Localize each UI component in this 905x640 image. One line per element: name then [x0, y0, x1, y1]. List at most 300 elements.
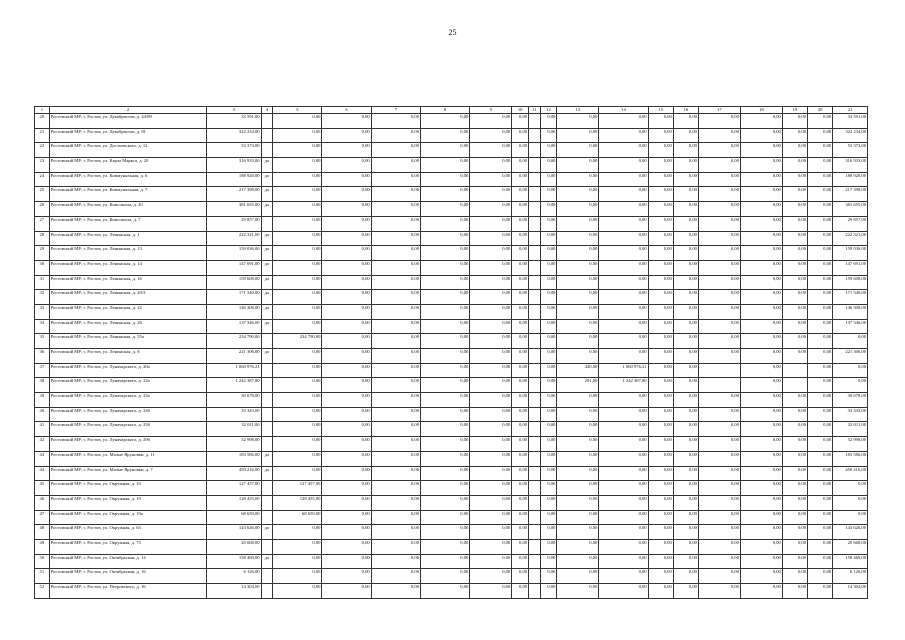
value-cell: 0,00 [808, 481, 833, 496]
value-cell: 0,00 [322, 187, 371, 202]
value-cell: 0,00 [698, 231, 740, 246]
value-cell: 0,00 [673, 114, 698, 129]
value-cell: 0,00 [673, 495, 698, 510]
value-cell: 0,00 [698, 275, 740, 290]
value-cell: 0,00 [421, 114, 470, 129]
value-cell: 0,00 [421, 539, 470, 554]
table-row [35, 407, 868, 422]
value-cell: 0,00 [322, 304, 371, 319]
value-cell: 0,00 [808, 216, 833, 231]
value-cell: да [261, 304, 273, 319]
value-cell: 0,00 [599, 334, 648, 349]
value-cell: 0,00 [512, 231, 529, 246]
value-cell: 0,00 [599, 172, 648, 187]
value-cell: 0,00 [540, 495, 557, 510]
value-cell: 0,00 [371, 569, 420, 584]
value-cell: 0,00 [273, 437, 322, 452]
value-cell: 171 340,00 [207, 290, 262, 305]
value-cell: 0,00 [421, 319, 470, 334]
row-number-cell: 27 [35, 216, 50, 231]
value-cell: 0,00 [557, 158, 599, 173]
value-cell [529, 128, 541, 143]
value-cell: 0,00 [322, 554, 371, 569]
value-cell: 0,00 [673, 407, 698, 422]
value-cell: 0,00 [371, 437, 420, 452]
value-cell [529, 158, 541, 173]
value-cell: 0,00 [322, 495, 371, 510]
value-cell: 0,00 [371, 187, 420, 202]
table-row [35, 319, 868, 334]
value-cell: 0,00 [557, 304, 599, 319]
column-number: 11 [529, 107, 541, 114]
table-row [35, 437, 868, 452]
row-number-cell: 40 [35, 407, 50, 422]
value-cell: 0,00 [599, 407, 648, 422]
value-cell: 0,00 [808, 128, 833, 143]
table-row [35, 114, 868, 129]
value-cell: 0,00 [740, 275, 782, 290]
value-cell [261, 481, 273, 496]
value-cell: да [261, 260, 273, 275]
value-cell: 0,00 [371, 319, 420, 334]
value-cell: 0,00 [698, 187, 740, 202]
value-cell: 0,00 [470, 143, 512, 158]
value-cell: 0,00 [599, 304, 648, 319]
column-number: 15 [648, 107, 673, 114]
value-cell: 33 343,00 [207, 407, 262, 422]
address-cell: Ростовский МР; г. Ростов, ул. Луначарского, д. 22а [49, 378, 206, 393]
value-cell: 0,00 [698, 554, 740, 569]
value-cell: 0,00 [470, 554, 512, 569]
value-cell [261, 437, 273, 452]
value-cell: 0,00 [833, 334, 868, 349]
value-cell: 0,00 [648, 393, 673, 408]
value-cell: 322 234,00 [833, 128, 868, 143]
value-cell: 0,00 [782, 569, 807, 584]
value-cell: 0,00 [371, 290, 420, 305]
value-cell: 0,00 [540, 437, 557, 452]
value-cell: 0,00 [421, 481, 470, 496]
value-cell: 188 920,00 [833, 172, 868, 187]
value-cell: 0,00 [371, 495, 420, 510]
value-cell: 0,00 [648, 202, 673, 217]
value-cell: 0,00 [273, 554, 322, 569]
value-cell [261, 378, 273, 393]
table-row [35, 539, 868, 554]
value-cell: 0,00 [557, 334, 599, 349]
value-cell: 0,00 [808, 275, 833, 290]
value-cell: 0,00 [273, 202, 322, 217]
value-cell: 0,00 [470, 128, 512, 143]
value-cell [529, 422, 541, 437]
value-cell [529, 584, 541, 599]
value-cell: 0,00 [673, 246, 698, 261]
value-cell [261, 584, 273, 599]
table-row [35, 304, 868, 319]
value-cell: 0,00 [808, 569, 833, 584]
value-cell: 0,00 [322, 216, 371, 231]
column-number: 7 [371, 107, 420, 114]
column-number: 17 [698, 107, 740, 114]
value-cell: да [261, 172, 273, 187]
value-cell: 0,00 [673, 393, 698, 408]
value-cell: 143 626,00 [207, 525, 262, 540]
value-cell: 0,00 [540, 304, 557, 319]
table-row [35, 172, 868, 187]
value-cell: 0,00 [740, 363, 782, 378]
value-cell: 0,00 [273, 584, 322, 599]
value-cell [261, 539, 273, 554]
value-cell: да [261, 451, 273, 466]
value-cell: 0,00 [782, 349, 807, 364]
table-row [35, 275, 868, 290]
column-number: 12 [540, 107, 557, 114]
value-cell: 0,00 [557, 128, 599, 143]
row-number-cell: 42 [35, 437, 50, 452]
value-cell: 0,00 [322, 172, 371, 187]
value-cell: да [261, 554, 273, 569]
value-cell: 33 591,00 [207, 114, 262, 129]
value-cell: 0,00 [371, 451, 420, 466]
value-cell [529, 437, 541, 452]
value-cell: 0,00 [648, 334, 673, 349]
value-cell: 0,00 [782, 319, 807, 334]
value-cell: 0,00 [740, 495, 782, 510]
value-cell: 0,00 [371, 407, 420, 422]
value-cell: 0,00 [808, 451, 833, 466]
value-cell: 0,00 [421, 495, 470, 510]
value-cell: 0,00 [599, 422, 648, 437]
value-cell: 0,00 [808, 466, 833, 481]
value-cell: 420,00 [557, 363, 599, 378]
value-cell: 30 678,00 [207, 393, 262, 408]
value-cell: 0,00 [540, 393, 557, 408]
value-cell: 0,00 [740, 481, 782, 496]
value-cell: 322 234,00 [207, 128, 262, 143]
value-cell: 0,00 [698, 437, 740, 452]
value-cell: 0,00 [599, 539, 648, 554]
value-cell: 0,00 [540, 319, 557, 334]
table-row [35, 260, 868, 275]
value-cell: 0,00 [648, 216, 673, 231]
value-cell: 1 242 387,80 [599, 378, 648, 393]
value-cell: 0,00 [512, 422, 529, 437]
value-cell: 0,00 [512, 304, 529, 319]
value-cell: 0,00 [273, 378, 322, 393]
value-cell [261, 143, 273, 158]
value-cell [529, 393, 541, 408]
value-cell: 0,00 [421, 363, 470, 378]
value-cell: 0,00 [673, 466, 698, 481]
table-row [35, 231, 868, 246]
row-number-cell: 29 [35, 246, 50, 261]
column-number: 9 [470, 107, 512, 114]
value-cell: 0,00 [648, 554, 673, 569]
column-number: 18 [740, 107, 782, 114]
value-cell: 0,00 [512, 554, 529, 569]
value-cell: 0,00 [470, 158, 512, 173]
value-cell: 0,00 [673, 539, 698, 554]
value-cell: 0,00 [648, 466, 673, 481]
row-number-cell: 37 [35, 363, 50, 378]
address-cell: Ростовский МР; г. Ростов, ул. Ленинская, д. 13 [49, 246, 206, 261]
value-cell: 0,00 [557, 422, 599, 437]
value-cell: 0,00 [470, 363, 512, 378]
value-cell: 0,00 [273, 246, 322, 261]
value-cell: 0,00 [540, 231, 557, 246]
address-cell: Ростовский МР; г. Ростов, ул. Ленинская, д. 26 [49, 319, 206, 334]
value-cell: 0,00 [540, 187, 557, 202]
value-cell: 0,00 [698, 158, 740, 173]
value-cell: 0,00 [371, 246, 420, 261]
value-cell: 0,00 [782, 393, 807, 408]
value-cell: 0,00 [470, 202, 512, 217]
value-cell: 128 455,00 [207, 495, 262, 510]
value-cell: 0,00 [322, 128, 371, 143]
value-cell: 0,00 [599, 187, 648, 202]
value-cell: 0,00 [470, 246, 512, 261]
column-number: 14 [599, 107, 648, 114]
value-cell: 0,00 [698, 407, 740, 422]
value-cell: 0,00 [273, 216, 322, 231]
value-cell [261, 407, 273, 422]
value-cell: 0,00 [470, 334, 512, 349]
value-cell: 0,00 [371, 525, 420, 540]
value-cell: 0,00 [740, 231, 782, 246]
value-cell: 183 586,00 [207, 451, 262, 466]
value-cell: 0,00 [557, 554, 599, 569]
value-cell [529, 495, 541, 510]
table-row [35, 584, 868, 599]
value-cell: 0,00 [808, 143, 833, 158]
value-cell: 0,00 [599, 584, 648, 599]
value-cell: 0,00 [698, 451, 740, 466]
value-cell: 0,00 [740, 393, 782, 408]
value-cell: 0,00 [673, 128, 698, 143]
value-cell: 0,00 [421, 143, 470, 158]
value-cell [529, 319, 541, 334]
value-cell: 0,00 [322, 481, 371, 496]
value-cell: 0,00 [673, 231, 698, 246]
value-cell: 0,00 [698, 260, 740, 275]
address-cell: Ростовский МР; г. Ростов, ул. Коммунальная, д. 6 [49, 172, 206, 187]
value-cell: 0,00 [740, 143, 782, 158]
value-cell: 0,00 [698, 304, 740, 319]
value-cell: 159 608,00 [207, 275, 262, 290]
column-number: 20 [808, 107, 833, 114]
value-cell: 316 933,00 [833, 158, 868, 173]
value-cell: 0,00 [648, 510, 673, 525]
value-cell: 20 668,00 [833, 539, 868, 554]
value-cell: 0,00 [421, 451, 470, 466]
value-cell: 0,00 [512, 275, 529, 290]
value-cell: 0,00 [557, 437, 599, 452]
value-cell: 0,00 [740, 202, 782, 217]
value-cell: 127 457,00 [207, 481, 262, 496]
value-cell: 0,00 [698, 510, 740, 525]
table-row [35, 393, 868, 408]
value-cell: 0,00 [698, 143, 740, 158]
value-cell: 0,00 [371, 510, 420, 525]
value-cell: 0,00 [808, 363, 833, 378]
value-cell: 0,00 [673, 260, 698, 275]
value-cell: 0,00 [648, 539, 673, 554]
row-number-cell: 52 [35, 584, 50, 599]
value-cell: 0,00 [273, 525, 322, 540]
column-number: 1 [35, 107, 50, 114]
value-cell [529, 466, 541, 481]
value-cell: 0,00 [808, 304, 833, 319]
value-cell: 0,00 [421, 569, 470, 584]
row-number-cell: 47 [35, 510, 50, 525]
value-cell: 0,00 [512, 158, 529, 173]
row-number-cell: 33 [35, 304, 50, 319]
value-cell: 0,00 [421, 246, 470, 261]
value-cell: 0,00 [599, 231, 648, 246]
value-cell: 0,00 [512, 584, 529, 599]
value-cell: 0,00 [470, 114, 512, 129]
value-cell: 0,00 [273, 275, 322, 290]
column-number: 13 [557, 107, 599, 114]
value-cell: 0,00 [782, 525, 807, 540]
value-cell: 0,00 [512, 510, 529, 525]
value-cell: 0,00 [698, 393, 740, 408]
value-cell: 316 933,00 [207, 158, 262, 173]
value-cell: 0,00 [512, 481, 529, 496]
value-cell: 0,00 [470, 466, 512, 481]
value-cell: 0,00 [371, 275, 420, 290]
value-cell: 0,00 [470, 231, 512, 246]
value-cell: 0,00 [648, 584, 673, 599]
address-cell: Ростовский МР; г. Ростов, ул. Окружная, д. 63 [49, 525, 206, 540]
value-cell: 0,00 [421, 334, 470, 349]
value-cell: 0,00 [599, 569, 648, 584]
value-cell: 0,00 [322, 378, 371, 393]
value-cell: 183 586,00 [833, 451, 868, 466]
value-cell: 0,00 [648, 114, 673, 129]
value-cell: 0,00 [599, 275, 648, 290]
value-cell: 0,00 [371, 539, 420, 554]
value-cell: 0,00 [673, 172, 698, 187]
value-cell: 0,00 [740, 246, 782, 261]
value-cell: 0,00 [782, 275, 807, 290]
value-cell: 14 304,00 [207, 584, 262, 599]
value-cell: 0,00 [673, 319, 698, 334]
value-cell: 0,00 [740, 319, 782, 334]
table-row [35, 525, 868, 540]
value-cell: 0,00 [698, 422, 740, 437]
row-number-cell: 30 [35, 260, 50, 275]
value-cell: 0,00 [512, 525, 529, 540]
value-cell: 159 036,00 [833, 246, 868, 261]
value-cell: 0,00 [371, 378, 420, 393]
value-cell: 0,00 [698, 525, 740, 540]
table-row [35, 202, 868, 217]
value-cell: 0,00 [470, 569, 512, 584]
value-cell [529, 246, 541, 261]
value-cell: 0,00 [782, 481, 807, 496]
address-cell: Ростовский МР; г. Ростов, ул. Декабристов, д. 81 [49, 128, 206, 143]
table-row [35, 349, 868, 364]
column-number: 2 [49, 107, 206, 114]
value-cell [261, 510, 273, 525]
value-cell: 0,00 [599, 451, 648, 466]
row-number-cell: 28 [35, 231, 50, 246]
value-cell: 0,00 [322, 349, 371, 364]
value-cell: 0,00 [273, 304, 322, 319]
row-number-cell: 34 [35, 319, 50, 334]
value-cell: 0,00 [698, 202, 740, 217]
value-cell: 0,00 [599, 510, 648, 525]
value-cell: 0,00 [540, 378, 557, 393]
value-cell: 0,00 [782, 304, 807, 319]
value-cell: 0,00 [322, 260, 371, 275]
value-cell [261, 128, 273, 143]
value-cell: 0,00 [648, 569, 673, 584]
value-cell: 0,00 [540, 275, 557, 290]
value-cell: 0,00 [470, 319, 512, 334]
value-cell: 0,00 [599, 158, 648, 173]
value-cell: 0,00 [322, 363, 371, 378]
value-cell: 137 346,00 [833, 319, 868, 334]
address-cell: Ростовский МР; г. Ростов, ул. Окружная, д. 73 [49, 539, 206, 554]
row-number-cell: 31 [35, 275, 50, 290]
value-cell: 0,00 [782, 407, 807, 422]
address-cell: Ростовский МР; г. Ростов, ул. Луначарского, д. 25б [49, 422, 206, 437]
value-cell: 0,00 [421, 216, 470, 231]
value-cell: 0,00 [808, 422, 833, 437]
value-cell [261, 393, 273, 408]
value-cell: 53 373,00 [833, 143, 868, 158]
value-cell: 0,00 [599, 466, 648, 481]
address-cell: Ростовский МР; г. Ростов, ул. Карла Маркса, д. 20 [49, 158, 206, 173]
row-number-cell: 45 [35, 481, 50, 496]
value-cell: 0,00 [808, 393, 833, 408]
table-row [35, 495, 868, 510]
address-cell: Ростовский МР; г. Ростов, ул. Окружная, д. 10 [49, 481, 206, 496]
value-cell [529, 378, 541, 393]
value-cell: 0,00 [371, 393, 420, 408]
value-cell: 0,00 [599, 525, 648, 540]
value-cell: 0,00 [740, 451, 782, 466]
column-number: 10 [512, 107, 529, 114]
value-cell: 0,00 [322, 393, 371, 408]
value-cell: 0,00 [673, 510, 698, 525]
value-cell: 127 457,00 [273, 481, 322, 496]
value-cell: 0,00 [322, 143, 371, 158]
row-number-cell: 21 [35, 128, 50, 143]
value-cell: 0,00 [673, 569, 698, 584]
value-cell: 0,00 [808, 231, 833, 246]
value-cell: 0,00 [557, 451, 599, 466]
value-cell: 171 340,00 [833, 290, 868, 305]
value-cell: 0,00 [782, 216, 807, 231]
value-cell: да [261, 231, 273, 246]
value-cell: 0,00 [470, 393, 512, 408]
value-cell: 0,00 [808, 187, 833, 202]
value-cell: 0,00 [512, 246, 529, 261]
value-cell: 0,00 [673, 378, 698, 393]
value-cell: 0,00 [648, 422, 673, 437]
value-cell: 0,00 [740, 172, 782, 187]
value-cell: 0,00 [782, 290, 807, 305]
value-cell [261, 569, 273, 584]
value-cell: 0,00 [782, 554, 807, 569]
value-cell: 0,00 [673, 363, 698, 378]
value-cell: 0,00 [808, 202, 833, 217]
value-cell: 0,00 [322, 407, 371, 422]
value-cell: 0,00 [648, 378, 673, 393]
